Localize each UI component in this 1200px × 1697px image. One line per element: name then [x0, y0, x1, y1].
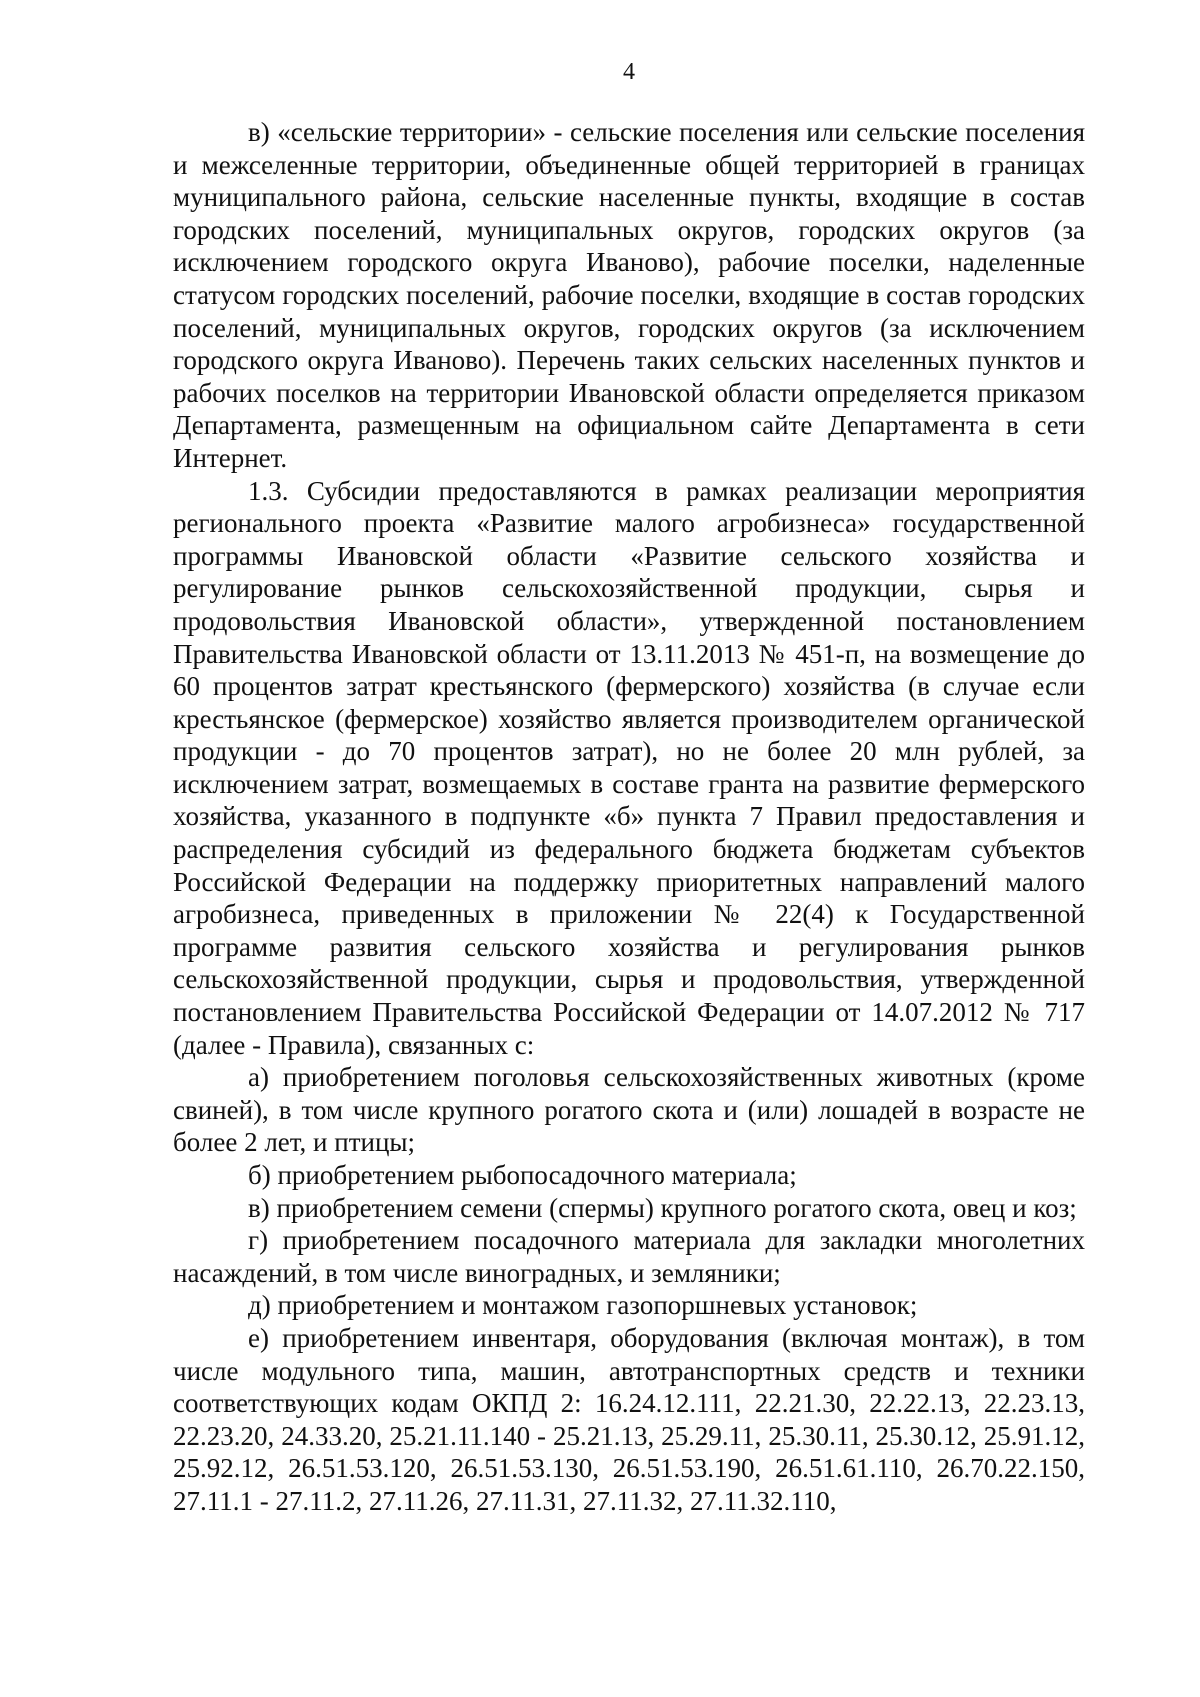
list-item-v-semen: в) приобретением семени (спермы) крупного рогатого скота, овец и коз; — [248, 1192, 1077, 1223]
paragraph-rural-territories: в) «сельские территории» - сельские поселения или сельские поселения и межселенные территории, объединенные общей территорией в границах муниципального района, сельские населенные пункты, входящие в состав городских поселений, муниципальных округов, городских округов (за исключением городского округа Иваново), рабочие поселки, наделенные статусом городских поселений, рабочие поселки, входящие в состав городских поселений, муниципальных округов, городских округов (за исключением городского округа Иваново). Перечень таких сельских населенных пунктов и рабочих поселков на территории Ивановской области определяется приказом Департамента, размещенным на официальном сайте Департамента в сети Интернет. — [173, 117, 1085, 473]
paragraph-1-3-subsidies: 1.3. Субсидии предоставляются в рамках реализации мероприятия регионального проекта «Развитие малого агробизнеса» государственной программы Ивановской области «Развитие сельского хозяйства и регулирование рынков сельскохозяйственной продукции, сырья и продовольствия Ивановской области», утвержденной постановлением Правительства Ивановской области от 13.11.2013 № 451-п, на возмещение до 60 процентов затрат крестьянского (фермерского) хозяйства (в случае если крестьянское (фермерское) хозяйство является производителем органической продукции - до 70 процентов затрат), но не более 20 млн рублей, за исключением затрат, возмещаемых в составе гранта на развитие фермерского хозяйства, указанного в подпункте «б» пункта 7 Правил предоставления и распределения субсидий из федерального бюджета бюджетам субъектов Российской Федерации на поддержку приоритетных направлений малого агробизнеса, приведенных в приложении № 22(4) к Государственной программе развития сельского хозяйства и регулирования рынков сельскохозяйственной продукции, сырья и продовольствия, утвержденной постановлением Правительства Российской Федерации от 14.07.2012 № 717 (далее - Правила), связанных с: — [173, 475, 1085, 1060]
list-item-a-livestock: а) приобретением поголовья сельскохозяйственных животных (кроме свиней), в том числе крупного рогатого скота и (или) лошадей в возрасте не более 2 лет, и птицы; — [173, 1062, 1085, 1158]
page-number: 4 — [623, 59, 635, 85]
list-item-b-fish-stock: б) приобретением рыбопосадочного материала; — [248, 1160, 797, 1190]
list-item-g-planting-material: г) приобретением посадочного материала для закладки многолетних насаждений, в том числе виноградных, и земляники; — [173, 1225, 1085, 1288]
document-body — [173, 116, 1085, 1518]
list-item-d-gas-piston-units: д) приобретением и монтажом газопоршневых установок; — [248, 1290, 918, 1321]
list-item-e-equipment: е) приобретением инвентаря, оборудования (включая монтаж), в том числе модульного типа, машин, автотранспортных средств и техники соответствующих кодам ОКПД 2: 16.24.12.111, 22.21.30, 22.22.13, 22.23.13, 22.23.20, 24.33.20, 25.21.11.140 - 25.21.13, 25.29.11, 25.30.11, 25.30.12, 25.91.12, 25.92.12, 26.51.53.120, 26.51.53.130, 26.51.53.190, 26.51.61.110, 26.70.22.150, 27.11.1 - 27.11.2, 27.11.26, 27.11.31, 27.11.32, 27.11.32.110, — [173, 1322, 1085, 1516]
